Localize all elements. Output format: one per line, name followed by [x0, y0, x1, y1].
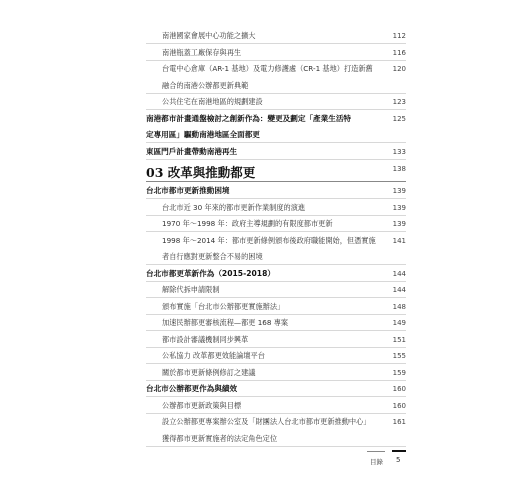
entry-title: 加速民辦都更審核流程—都更 168 專案: [162, 318, 289, 327]
entry-page-number: 160: [392, 401, 406, 410]
entry-page-number: 139: [392, 203, 406, 212]
entry-title: 南港瓶蓋工廠保存與再生: [162, 47, 242, 57]
chapter-title: 03 改革與推動都更: [146, 165, 256, 180]
entry-page-number: 125: [392, 114, 406, 123]
entry-page-number: 141: [392, 236, 406, 245]
entry-page-number: 112: [392, 32, 406, 40]
entry-page-number: 144: [392, 286, 406, 294]
entry-title: 公私協力 改革都更效能論壇平台: [162, 351, 265, 360]
entry-page-number: 149: [392, 319, 406, 327]
toc-sub-entry[interactable]: [0, 233, 520, 249]
entry-page-number: 155: [392, 352, 406, 360]
toc-main-entry[interactable]: [0, 381, 520, 397]
toc-sub-entry[interactable]: [0, 299, 520, 315]
footer-divider: [367, 451, 385, 452]
chapter-divider: [146, 181, 406, 182]
entry-divider: [146, 446, 406, 447]
footer-label: 目錄: [370, 458, 383, 466]
entry-page-number: 120: [392, 65, 406, 73]
toc-sub-entry[interactable]: [0, 78, 520, 94]
entry-title: 者自行應對更新整合不易的困境: [162, 252, 263, 261]
toc-main-entry[interactable]: [0, 266, 520, 282]
entry-title: 設立公辦都更專案辦公室及「財團法人台北市都市更新推動中心」: [162, 417, 371, 426]
entry-page-number: 139: [392, 187, 406, 195]
entry-title: 1998 年～2014 年：都市更新條例頒布後政府職能開始，但憑實施: [162, 235, 376, 245]
toc-sub-entry[interactable]: [0, 28, 520, 44]
entry-title: 1970 年～1998 年：政府主導規劃的有限度都市更新: [162, 219, 333, 228]
entry-page-number: 160: [392, 385, 406, 393]
entry-title: 台北市近 30 年來的都市更新作業制度的演進: [162, 202, 306, 212]
entry-page-number: 161: [392, 418, 406, 426]
footer-accent-bar: [392, 450, 406, 452]
toc-sub-entry[interactable]: [0, 398, 520, 414]
toc-main-entry[interactable]: [0, 183, 520, 199]
entry-page-number: 133: [392, 147, 406, 156]
entry-page-number: 123: [392, 98, 406, 106]
toc-sub-entry[interactable]: [0, 348, 520, 364]
entry-title: 公共住宅在南港地區的規劃建設: [162, 97, 263, 106]
toc-sub-entry[interactable]: [0, 282, 520, 298]
entry-title: 台北市都更革新作為（2015-2018）: [146, 268, 275, 278]
entry-title: 都市設計審議機制同步興革: [162, 334, 249, 344]
entry-page-number: 151: [392, 335, 406, 344]
toc-sub-entry[interactable]: [0, 45, 520, 61]
entry-title: 東區門戶計畫帶動南港再生: [146, 146, 238, 156]
entry-title: 南港都市計畫通盤檢討之創新作為：變更及劃定「產業生活特: [146, 113, 352, 123]
toc-sub-entry[interactable]: [0, 332, 520, 348]
entry-title: 南港國家會展中心功能之擴大: [162, 31, 256, 40]
toc-main-entry[interactable]: [0, 144, 520, 160]
entry-title: 台北市公辦都更作為與績效: [146, 384, 238, 393]
toc-sub-entry[interactable]: [0, 200, 520, 216]
entry-page-number: 144: [392, 269, 406, 278]
toc-sub-entry[interactable]: [0, 249, 520, 265]
entry-title: 頒布實施「台北市公辦都更實施辦法」: [162, 301, 285, 311]
entry-page-number: 159: [392, 368, 406, 377]
entry-title: 台北市都市更新推動困境: [146, 186, 230, 195]
toc-sub-entry[interactable]: [0, 216, 520, 232]
toc-main-entry[interactable]: [0, 111, 520, 127]
toc-sub-entry[interactable]: [0, 365, 520, 381]
entry-title: 融合的南港公辦都更新典範: [162, 80, 249, 90]
entry-title: 定專用區」驅動南港地區全面都更: [146, 130, 260, 139]
toc-main-entry[interactable]: [0, 127, 520, 143]
entry-page-number: 148: [392, 302, 406, 311]
entry-title: 關於都市更新條例修訂之建議: [162, 367, 256, 377]
entry-title: 獲得都市更新實施者的法定角色定位: [162, 433, 278, 443]
toc-sub-entry[interactable]: [0, 94, 520, 110]
entry-title: 台電中心倉庫（AR-1 基地）及電力修護處（CR-1 基地）打造新舊: [162, 64, 373, 73]
entry-page-number: 116: [392, 48, 406, 57]
toc-sub-entry[interactable]: [0, 61, 520, 77]
entry-title: 解除代拆申請限制: [162, 285, 220, 294]
entry-title: 公辦都市更新政策與目標: [162, 400, 242, 410]
toc-sub-entry[interactable]: [0, 431, 520, 447]
chapter-page-number: 138: [392, 165, 406, 173]
footer-page-number: 5: [396, 456, 401, 464]
toc-sub-entry[interactable]: [0, 315, 520, 331]
entry-page-number: 139: [392, 220, 406, 228]
toc-sub-entry[interactable]: [0, 414, 520, 430]
entry-divider: [146, 159, 406, 160]
